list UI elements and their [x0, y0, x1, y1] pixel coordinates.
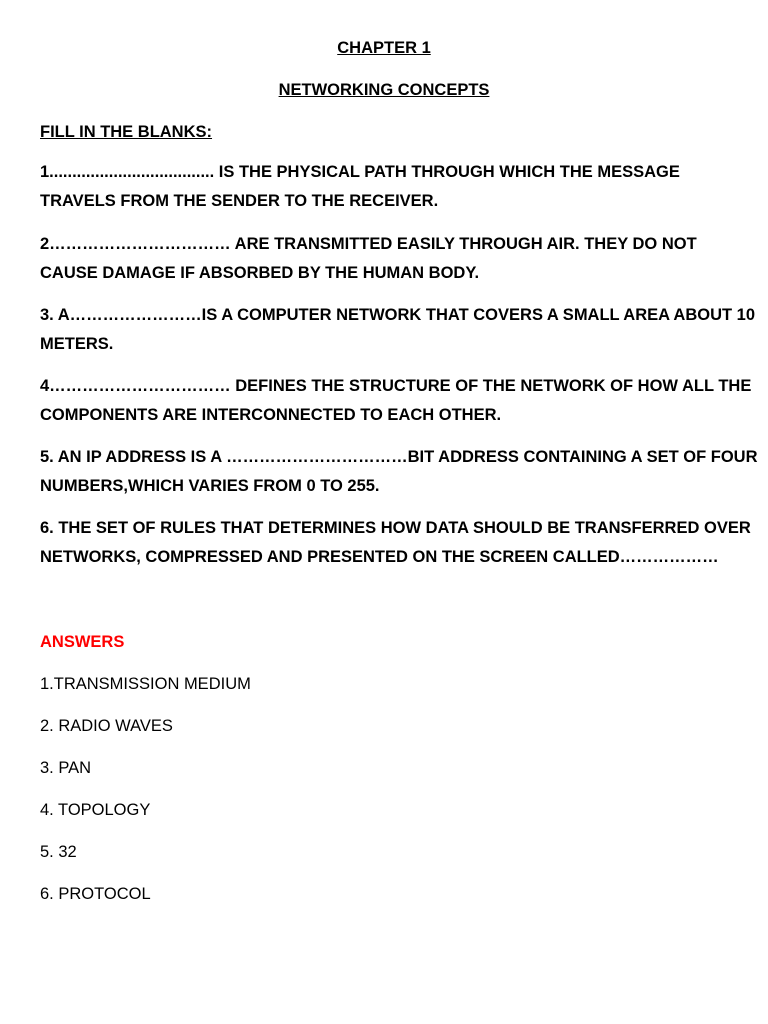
topic-heading: NETWORKING CONCEPTS	[278, 81, 490, 99]
answers-title: ANSWERS	[40, 633, 125, 651]
answer-5: 5. 32	[40, 843, 77, 861]
answer-1: 1.TRANSMISSION MEDIUM	[40, 675, 251, 693]
answer-4: 4. TOPOLOGY	[40, 801, 151, 819]
question-2: 2…………………………… ARE TRANSMITTED EASILY THROUGH AIR. THEY DO NOT CAUSE DAMAGE IF ABSORBED BY THE HUMAN BODY.	[40, 235, 697, 282]
question-1: 1.................................... IS THE PHYSICAL PATH THROUGH WHICH THE MESSAGE TRAVELS FROM THE SENDER TO THE RECEIVER.	[40, 163, 680, 210]
chapter-heading: CHAPTER 1	[337, 39, 431, 57]
answer-3: 3. PAN	[40, 759, 92, 777]
question-4: 4…………………………… DEFINES THE STRUCTURE OF THE NETWORK OF HOW ALL THE COMPONENTS ARE INTERCONNECTED TO EACH OTHER.	[40, 377, 752, 424]
question-3: 3. A……………………IS A COMPUTER NETWORK THAT COVERS A SMALL AREA ABOUT 10 METERS.	[40, 306, 756, 353]
question-6: 6. THE SET OF RULES THAT DETERMINES HOW DATA SHOULD BE TRANSFERRED OVER NETWORKS, COMPRESSED AND PRESENTED ON THE SCREEN CALLED………………	[40, 519, 751, 566]
answer-6: 6. PROTOCOL	[40, 885, 151, 903]
section-title: FILL IN THE BLANKS:	[40, 123, 213, 141]
answer-2: 2. RADIO WAVES	[40, 717, 173, 735]
question-5: 5. AN IP ADDRESS IS A ……………………………BIT ADDRESS CONTAINING A SET OF FOUR NUMBERS,WHICH VARIES FROM 0 TO 255.	[40, 448, 758, 495]
